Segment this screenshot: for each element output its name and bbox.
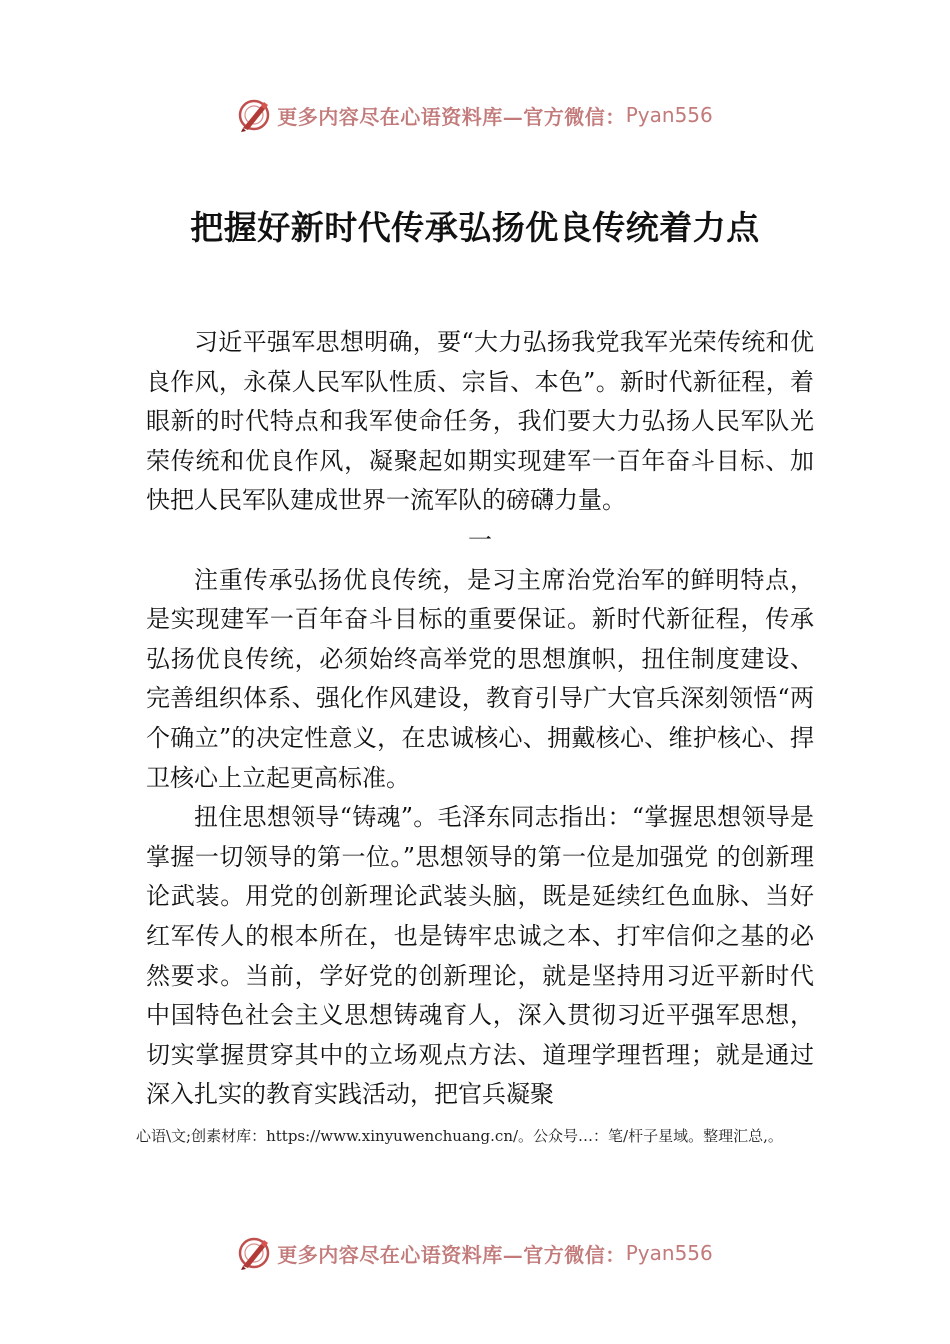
paragraph: 注重传承弘扬优良传统，是习主席治党治军的鲜明特点，是实现建军一百年奋斗目标的重要保证。新时代新征程，传承弘扬优良传统，必须始终高举党的思想旗帜，扭住制度建设、完善组织体系、强化作风建设，教育引导广大官兵深刻领悟“两个确立”的决定性意义，在忠诚核心、拥戴核心、维护核心、捍卫核心上立起更高标准。: [146, 565, 814, 792]
document-title: 把握好新时代传承弘扬优良传统着力点: [190, 208, 760, 247]
document-body: [146, 323, 814, 1115]
banner-wechat-id: Pyan556: [625, 1241, 713, 1265]
footer-banner: [0, 1233, 950, 1273]
paragraph: 扭住思想领导“铸魂”。毛泽东同志指出：“掌握思想领导是掌握一切领导的第一位。”思想领导的第一位是加强党 的创新理论武装。用党的创新理论武装头脑，既是延续红色血脉、当好红军传人的根本所在，也是铸牢忠诚之本、打牢信仰之基的必然要求。当前，学好党的创新理论，就是坚持用习近平新时代中国特色社会主义思想铸魂育人，深入贯彻习近平强军思想，切实掌握贯穿其中的立场观点方法、道理学理哲理；就是通过深入扎实的教育实践活动，把官兵凝聚: [146, 803, 814, 1109]
banner-text: 更多内容尽在心语资料库—官方微信：: [277, 104, 626, 129]
header-banner: [0, 95, 950, 135]
paragraph-intro: 习近平强军思想明确，要“大力弘扬我党我军光荣传统和优良作风，永葆人民军队性质、宗旨、本色”。新时代新征程，着眼新的时代特点和我军使命任务，我们要大力弘扬人民军队光荣传统和优良作风，凝聚起如期实现建军一百年奋斗目标、加快把人民军队建成世界一流军队的磅礴力量。: [146, 328, 814, 515]
section-number: 一: [468, 525, 492, 554]
banner-text: 更多内容尽在心语资料库—官方微信：: [277, 1242, 626, 1267]
pen-logo-icon: [237, 1236, 271, 1270]
pen-logo-icon: [237, 98, 271, 132]
banner-wechat-id: Pyan556: [625, 103, 713, 127]
footnote: 心语\文;创素材库：https://www.xinyuwenchuang.cn/。公众号…：笔/杆子星域。整理汇总,。: [136, 1127, 783, 1145]
